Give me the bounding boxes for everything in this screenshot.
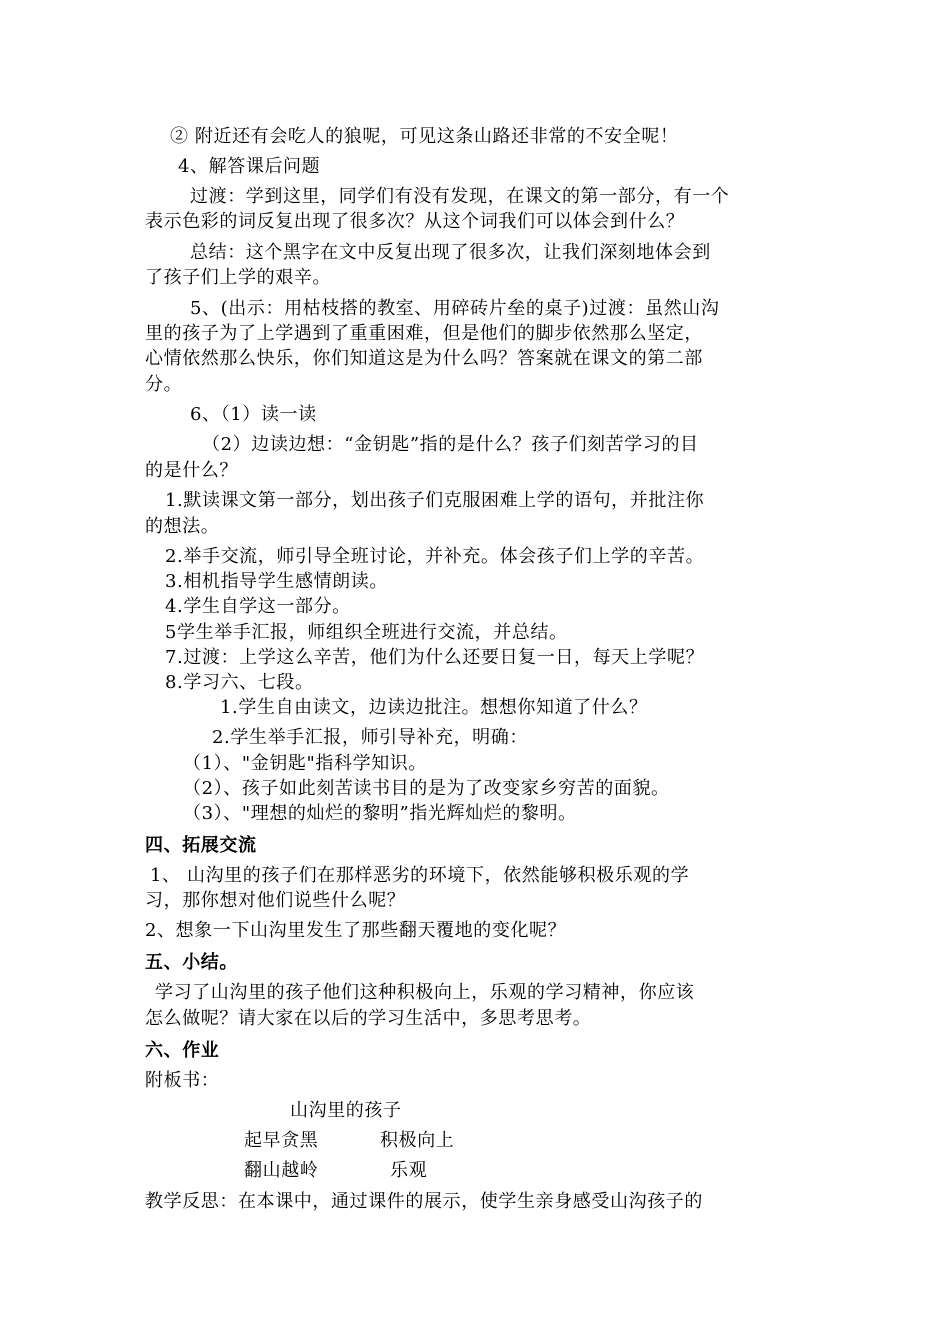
text-line: 分。 bbox=[145, 374, 183, 395]
text-line: 的是什么？ bbox=[145, 460, 238, 481]
text-line: 1.学生自由读文，边读边批注。想想你知道了什么？ bbox=[220, 697, 648, 718]
text-line: 7.过渡：上学这么辛苦，他们为什么还要日复一日，每天上学呢？ bbox=[165, 647, 705, 668]
board-item: 翻山越岭 bbox=[244, 1160, 319, 1181]
text-line: 怎么做呢？请大家在以后的学习生活中，多思考思考。 bbox=[145, 1008, 592, 1029]
text-line: 教学反思：在本课中，通过课件的展示，使学生亲身感受山沟孩子的 bbox=[145, 1191, 703, 1212]
text-line: 6、（1）读一读 bbox=[190, 404, 317, 425]
text-line: （2）边读边想：“金钥匙”指的是什么？孩子们刻苦学习的目 bbox=[202, 434, 699, 455]
text-line: 里的孩子为了上学遇到了重重困难，但是他们的脚步依然那么坚定， bbox=[145, 323, 703, 344]
section-heading: 六、作业 bbox=[145, 1040, 220, 1061]
text-line: 过渡：学到这里，同学们有没有发现，在课文的第一部分，有一个 bbox=[190, 186, 730, 207]
text-line: 了孩子们上学的艰辛。 bbox=[145, 267, 331, 288]
text-line: 2.学生举手汇报，师引导补充，明确： bbox=[212, 727, 528, 748]
text-line: 4.学生自学这一部分。 bbox=[165, 596, 351, 617]
text-line: 3.相机指导学生感情朗读。 bbox=[165, 571, 388, 592]
text-line: 学习了山沟里的孩子他们这种积极向上，乐观的学习精神，你应该 bbox=[155, 982, 695, 1003]
text-line: 心情依然那么快乐，你们知道这是为什么吗？答案就在课文的第二部 bbox=[145, 348, 703, 369]
section-heading: 四、拓展交流 bbox=[145, 835, 257, 856]
text-line: 附板书： bbox=[145, 1070, 220, 1091]
text-line: （1）、"金钥匙"指科学知识。 bbox=[183, 753, 428, 774]
text-line: 习，那你想对他们说些什么呢？ bbox=[145, 890, 406, 911]
text-line: 总结：这个黑字在文中反复出现了很多次，让我们深刻地体会到 bbox=[190, 242, 711, 263]
text-line: 表示色彩的词反复出现了很多次？从这个词我们可以体会到什么？ bbox=[145, 211, 685, 232]
text-line: 5学生举手汇报，师组织全班进行交流，并总结。 bbox=[165, 622, 568, 643]
text-line: 5、(出示：用枯枝搭的教室、用碎砖片垒的桌子)过渡：虽然山沟 bbox=[190, 298, 720, 319]
text-line: 2、想象一下山沟里发生了那些翻天覆地的变化呢？ bbox=[145, 920, 567, 941]
text-line: （3）、"理想的灿烂的黎明”指光辉灿烂的黎明。 bbox=[183, 803, 577, 824]
text-line: （2）、孩子如此刻苦读书目的是为了改变家乡穷苦的面貌。 bbox=[183, 778, 670, 799]
board-item: 积极向上 bbox=[380, 1130, 455, 1151]
text-line: 的想法。 bbox=[145, 516, 220, 537]
text-line: 2.举手交流，师引导全班讨论，并补充。体会孩子们上学的辛苦。 bbox=[165, 546, 705, 567]
text-line: 1、 山沟里的孩子们在那样恶劣的环境下，依然能够积极乐观的学 bbox=[150, 865, 690, 886]
board-title: 山沟里的孩子 bbox=[290, 1100, 402, 1121]
text-line: 4、解答课后问题 bbox=[178, 156, 321, 177]
text-line: 8.学习六、七段。 bbox=[165, 672, 314, 693]
text-line: 1.默读课文第一部分，划出孩子们克服困难上学的语句，并批注你 bbox=[165, 490, 705, 511]
text-line: ② 附近还有会吃人的狼呢，可见这条山路还非常的不安全呢！ bbox=[170, 126, 679, 147]
board-item: 乐观 bbox=[390, 1160, 428, 1181]
section-heading: 五、小结。 bbox=[145, 952, 238, 973]
board-item: 起早贪黑 bbox=[244, 1130, 319, 1151]
